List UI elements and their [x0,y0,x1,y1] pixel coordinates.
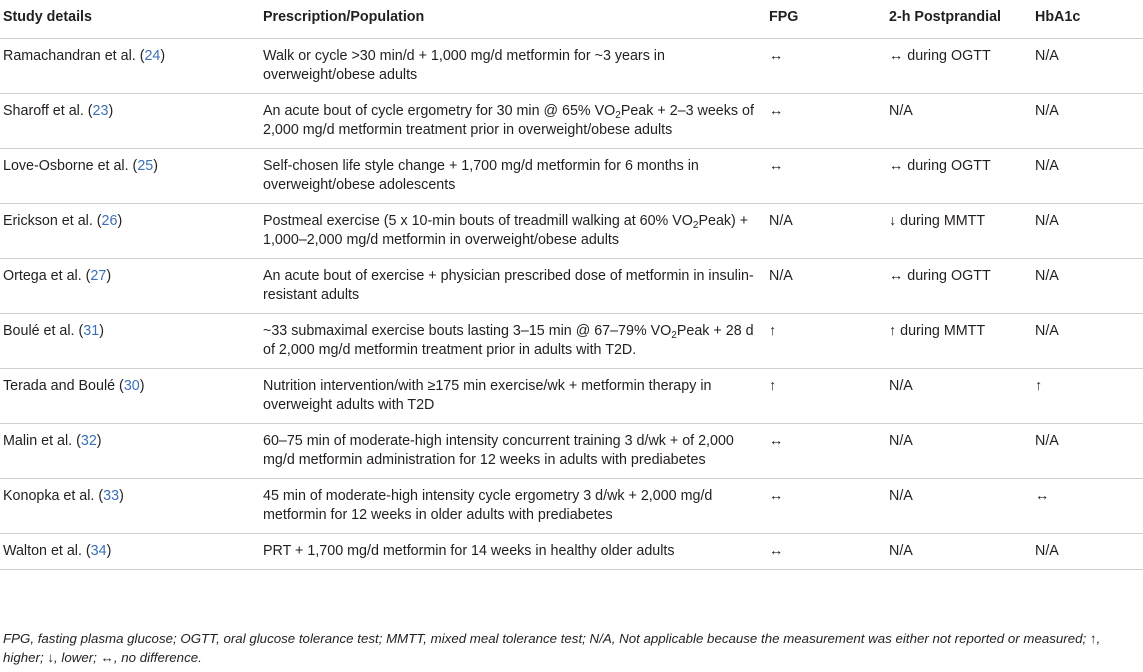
reference-link[interactable]: 33 [103,488,120,504]
postprandial-cell: N/A [883,534,1029,570]
fpg-cell: N/A [763,259,883,314]
prescription-text: Walk or cycle >30 min/d + 1,000 mg/d metformin for ~3 years in overweight/obese adults [263,48,665,83]
fpg-cell: ↔ [763,149,883,204]
prescription-text: 60–75 min of moderate-high intensity concurrent training 3 d/wk + of 2,000 mg/d metformin administration for 12 weeks in adults with prediabetes [263,433,734,468]
study-details-cell: Love-Osborne et al. (25) [0,149,257,204]
fpg-cell: ↔ [763,424,883,479]
header-hba1c: HbA1c [1029,0,1143,39]
table-row [0,314,1143,369]
reference-link[interactable]: 26 [101,213,118,229]
hba1c-cell: N/A [1029,94,1143,149]
table-row [0,369,1143,424]
prescription-cell [257,94,763,149]
header-fpg: FPG [763,0,883,39]
table-row [0,479,1143,534]
prescription-cell [257,314,763,369]
hba1c-cell: N/A [1029,259,1143,314]
study-details-cell: Erickson et al. (26) [0,204,257,259]
prescription-text: Peak + 28 d of 2,000 mg/d metformin treatment prior in adults with T2D. [263,323,754,358]
fpg-cell: ↑ [763,369,883,424]
study-name: Ortega et al. [3,268,82,284]
table-row [0,94,1143,149]
reference-link[interactable]: 30 [123,378,140,394]
fpg-cell: ↔ [763,39,883,94]
study-name: Walton et al. [3,543,82,559]
study-details-cell: Ramachandran et al. (24) [0,39,257,94]
prescription-subscript: 2 [615,110,621,121]
fpg-cell: ↑ [763,314,883,369]
study-details-cell: Boulé et al. (31) [0,314,257,369]
hba1c-cell: N/A [1029,149,1143,204]
reference-link[interactable]: 34 [90,543,107,559]
postprandial-cell: ↔ during OGTT [883,149,1029,204]
prescription-text: ~33 submaximal exercise bouts lasting 3–15 min @ 67–79% VO [263,323,672,339]
hba1c-cell: N/A [1029,424,1143,479]
fpg-cell: ↔ [763,479,883,534]
table-row [0,534,1143,570]
study-name: Malin et al. [3,433,73,449]
header-2h-postprandial: 2-h Postprandial [883,0,1029,39]
hba1c-cell: ↔ [1029,479,1143,534]
study-details-cell: Konopka et al. (33) [0,479,257,534]
header-study-details: Study details [0,0,257,39]
postprandial-cell: ↔ during OGTT [883,259,1029,314]
postprandial-cell: ↓ during MMTT [883,204,1029,259]
postprandial-cell: ↑ during MMTT [883,314,1029,369]
prescription-text: Peak) + 1,000–2,000 mg/d metformin in overweight/obese adults [263,213,749,248]
study-name: Sharoff et al. [3,103,84,119]
header-prescription-population: Prescription/Population [257,0,763,39]
study-name: Terada and Boulé [3,378,116,394]
postprandial-cell: N/A [883,369,1029,424]
reference-link[interactable]: 31 [83,323,100,339]
hba1c-cell: N/A [1029,314,1143,369]
prescription-subscript: 2 [671,330,677,341]
hba1c-cell: N/A [1029,534,1143,570]
postprandial-cell: N/A [883,424,1029,479]
postprandial-cell: N/A [883,94,1029,149]
reference-link[interactable]: 25 [137,158,154,174]
prescription-cell [257,424,763,479]
prescription-cell [257,39,763,94]
prescription-text: An acute bout of exercise + physician prescribed dose of metformin in insulin-resistant adults [263,268,754,303]
fpg-cell: ↔ [763,534,883,570]
prescription-cell [257,534,763,570]
study-name: Erickson et al. [3,213,93,229]
prescription-cell [257,259,763,314]
reference-link[interactable]: 24 [144,48,161,64]
prescription-text: An acute bout of cycle ergometry for 30 min @ 65% VO [263,103,616,119]
postprandial-cell: N/A [883,479,1029,534]
prescription-cell [257,149,763,204]
hba1c-cell: ↑ [1029,369,1143,424]
study-name: Boulé et al. [3,323,75,339]
study-name: Ramachandran et al. [3,48,136,64]
study-name: Konopka et al. [3,488,95,504]
study-details-cell: Ortega et al. (27) [0,259,257,314]
table-header-row [0,0,1143,39]
table-row [0,39,1143,94]
hba1c-cell: N/A [1029,204,1143,259]
fpg-cell: ↔ [763,94,883,149]
prescription-text: Nutrition intervention/with ≥175 min exercise/wk + metformin therapy in overweight adults with T2D [263,378,712,413]
hba1c-cell: N/A [1029,39,1143,94]
table-row [0,149,1143,204]
prescription-subscript: 2 [692,220,699,231]
prescription-text: 45 min of moderate-high intensity cycle ergometry 3 d/wk + 2,000 mg/d metformin for 12 weeks in older adults with prediabetes [263,488,713,523]
table-footnote: FPG, fasting plasma glucose; OGTT, oral glucose tolerance test; MMTT, mixed meal tolerance test; N/A, Not applicable because the measurement was either not reported or measured; ↑, higher; ↓, lower; ↔, no difference. [3,631,1101,665]
study-details-cell: Sharoff et al. (23) [0,94,257,149]
study-details-cell: Walton et al. (34) [0,534,257,570]
table-row [0,204,1143,259]
fpg-cell: N/A [763,204,883,259]
study-details-cell: Malin et al. (32) [0,424,257,479]
study-name: Love-Osborne et al. [3,158,129,174]
table-row [0,259,1143,314]
table-row [0,424,1143,479]
prescription-cell [257,479,763,534]
prescription-cell [257,204,763,259]
prescription-text: PRT + 1,700 mg/d metformin for 14 weeks in healthy older adults [263,543,675,559]
study-details-cell: Terada and Boulé (30) [0,369,257,424]
reference-link[interactable]: 32 [80,433,97,449]
prescription-text: Postmeal exercise (5 x 10-min bouts of treadmill walking at 60% VO [263,213,693,229]
prescription-cell [257,369,763,424]
reference-link[interactable]: 27 [90,268,107,284]
postprandial-cell: ↔ during OGTT [883,39,1029,94]
reference-link[interactable]: 23 [92,103,109,119]
prescription-text: Self-chosen life style change + 1,700 mg/d metformin for 6 months in overweight/obese adolescents [263,158,699,193]
prescription-text: Peak + 2–3 weeks of 2,000 mg/d metformin treatment prior in overweight/obese adults [263,103,754,138]
